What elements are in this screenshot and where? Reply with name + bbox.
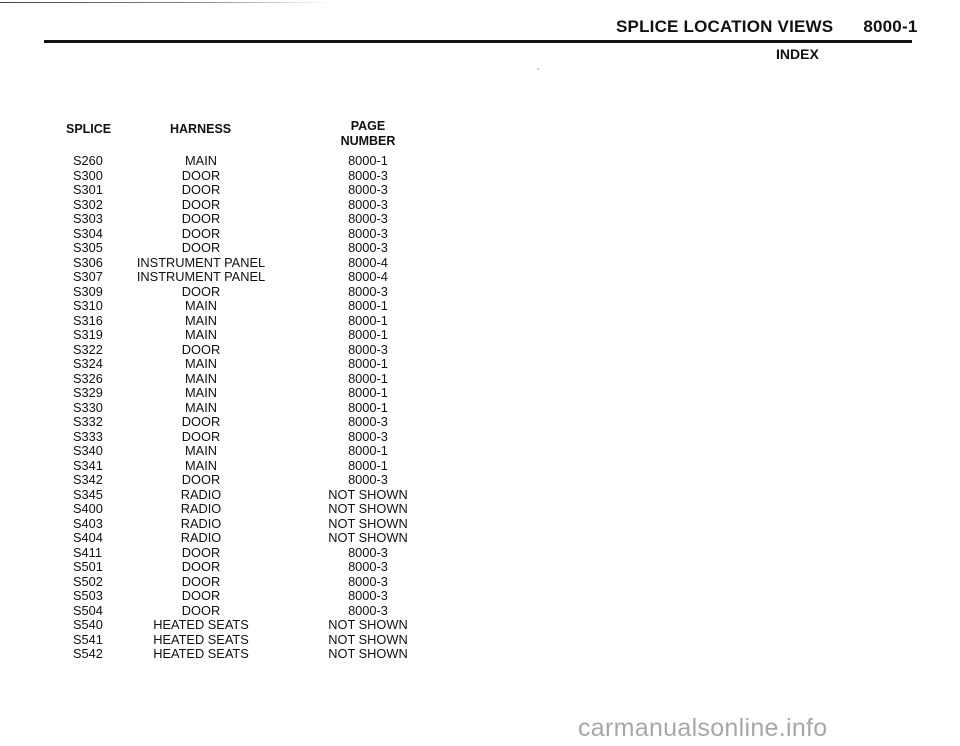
- watermark-text: carmanualsonline.info: [578, 714, 828, 742]
- table-row: [0, 372, 960, 387]
- harness-name: RADIO: [180, 486, 222, 502]
- table-row: [0, 270, 960, 285]
- splice-id: S341: [73, 457, 103, 473]
- table-row: [0, 401, 960, 416]
- table-row: [0, 546, 960, 561]
- page-ref: NOT SHOWN: [328, 515, 408, 531]
- table-row: [0, 198, 960, 213]
- splice-id: S541: [73, 631, 103, 647]
- page-ref: 8000-1: [348, 312, 388, 328]
- table-row: [0, 212, 960, 227]
- table-row: [0, 488, 960, 503]
- table-row: [0, 647, 960, 662]
- splice-id: S400: [73, 501, 103, 516]
- column-header-page-line1: PAGE: [350, 119, 386, 133]
- splice-id: S306: [73, 254, 103, 270]
- page-ref: 8000-3: [348, 283, 388, 299]
- table-row: [0, 560, 960, 575]
- splice-id: S304: [73, 225, 103, 241]
- page-ref: 8000-3: [348, 211, 388, 226]
- splice-id: S340: [73, 443, 103, 458]
- harness-name: DOOR: [181, 573, 221, 589]
- page-ref: 8000-3: [348, 196, 388, 212]
- splice-id: S322: [73, 341, 103, 357]
- splice-id: S307: [73, 269, 103, 284]
- table-row: [0, 430, 960, 445]
- harness-name: DOOR: [181, 341, 221, 357]
- table-row: [0, 256, 960, 271]
- splice-index-table: [0, 154, 960, 662]
- splice-id: S501: [73, 559, 103, 574]
- page-ref: 8000-1: [348, 327, 388, 342]
- table-row: [0, 169, 960, 184]
- splice-id: S411: [73, 544, 102, 560]
- page-ref: 8000-1: [348, 457, 388, 473]
- harness-name: RADIO: [180, 515, 222, 531]
- column-header-splice: SPLICE: [66, 122, 112, 136]
- harness-name: DOOR: [181, 588, 221, 603]
- splice-id: S330: [73, 399, 103, 415]
- page-ref: 8000-3: [348, 544, 388, 560]
- table-row: [0, 328, 960, 343]
- table-row: [0, 357, 960, 372]
- harness-name: DOOR: [181, 167, 221, 183]
- table-row: [0, 618, 960, 633]
- table-row: [0, 589, 960, 604]
- page-ref: 8000-3: [348, 414, 388, 429]
- page-ref: 8000-1: [348, 385, 388, 400]
- harness-name: MAIN: [185, 443, 217, 458]
- table-row: [0, 227, 960, 242]
- page-ref: 8000-3: [348, 182, 388, 197]
- splice-id: S345: [73, 486, 103, 502]
- page-ref: 8000-1: [348, 370, 388, 386]
- table-row: [0, 343, 960, 358]
- page-ref: 8000-3: [348, 588, 388, 603]
- harness-name: MAIN: [185, 327, 217, 342]
- page-ref: 8000-4: [348, 269, 388, 284]
- harness-name: HEATED SEATS: [153, 646, 249, 661]
- page-ref: 8000-3: [348, 428, 388, 444]
- table-row: [0, 444, 960, 459]
- table-row: [0, 314, 960, 329]
- harness-name: MAIN: [185, 457, 217, 473]
- page-header: [616, 17, 917, 37]
- harness-name: HEATED SEATS: [153, 617, 249, 632]
- splice-id: S403: [73, 515, 103, 531]
- page-ref: 8000-3: [348, 472, 388, 487]
- scan-speck: [537, 68, 539, 70]
- splice-id: S260: [73, 153, 103, 168]
- splice-id: S332: [73, 414, 103, 429]
- page-ref: 8000-1: [348, 298, 388, 313]
- harness-name: DOOR: [181, 283, 221, 299]
- page-ref: 8000-1: [348, 356, 388, 371]
- table-row: [0, 473, 960, 488]
- page-ref: 8000-3: [348, 167, 388, 183]
- splice-id: S319: [73, 327, 103, 342]
- table-row: [0, 154, 960, 169]
- page-ref: 8000-3: [348, 225, 388, 241]
- page-ref: 8000-3: [348, 240, 388, 255]
- harness-name: DOOR: [181, 240, 221, 255]
- harness-name: DOOR: [181, 544, 221, 560]
- splice-id: S310: [73, 298, 103, 313]
- section-subtitle: INDEX: [776, 46, 819, 62]
- splice-id: S326: [73, 370, 103, 386]
- harness-name: MAIN: [185, 399, 217, 415]
- harness-name: DOOR: [181, 602, 221, 618]
- harness-name: MAIN: [185, 385, 217, 400]
- page-ref: 8000-4: [348, 254, 388, 270]
- harness-name: DOOR: [181, 428, 221, 444]
- splice-id: S301: [73, 182, 103, 197]
- splice-id: S309: [73, 283, 103, 299]
- page-ref: NOT SHOWN: [328, 631, 408, 647]
- page-ref: NOT SHOWN: [328, 486, 408, 502]
- column-header-harness: HARNESS: [170, 122, 232, 136]
- table-row: [0, 415, 960, 430]
- harness-name: MAIN: [185, 312, 217, 328]
- page-ref: NOT SHOWN: [328, 617, 408, 632]
- splice-id: S324: [73, 356, 103, 371]
- harness-name: MAIN: [185, 370, 217, 386]
- harness-name: MAIN: [185, 298, 217, 313]
- page-ref: NOT SHOWN: [328, 646, 408, 661]
- page-ref: 8000-3: [348, 602, 388, 618]
- harness-name: INSTRUMENT PANEL: [136, 254, 266, 270]
- table-row: [0, 575, 960, 590]
- harness-name: DOOR: [181, 211, 221, 226]
- splice-id: S333: [73, 428, 103, 444]
- harness-name: RADIO: [180, 501, 222, 516]
- table-row: [0, 386, 960, 401]
- page-title: SPLICE LOCATION VIEWS: [616, 17, 834, 36]
- page-ref: 8000-1: [348, 399, 388, 415]
- table-row: [0, 531, 960, 546]
- column-header-page-number: [328, 119, 408, 149]
- splice-id: S540: [73, 617, 103, 632]
- page-ref: 8000-3: [348, 341, 388, 357]
- harness-name: DOOR: [181, 559, 221, 574]
- table-row: [0, 502, 960, 517]
- page-ref: 8000-1: [348, 443, 388, 458]
- harness-name: DOOR: [181, 196, 221, 212]
- harness-name: HEATED SEATS: [153, 631, 249, 647]
- page-ref: 8000-3: [348, 559, 388, 574]
- table-row: [0, 299, 960, 314]
- table-row: [0, 633, 960, 648]
- harness-name: MAIN: [185, 356, 217, 371]
- harness-name: RADIO: [180, 530, 222, 545]
- header-rule: [44, 40, 912, 43]
- table-row: [0, 517, 960, 532]
- splice-id: S342: [73, 472, 103, 487]
- harness-name: DOOR: [181, 225, 221, 241]
- splice-id: S300: [73, 167, 103, 183]
- table-row: [0, 604, 960, 619]
- splice-id: S503: [73, 588, 103, 603]
- page-ref: 8000-1: [348, 153, 388, 168]
- splice-id: S316: [73, 312, 103, 328]
- splice-id: S303: [73, 211, 103, 226]
- splice-id: S542: [73, 646, 103, 661]
- splice-id: S305: [73, 240, 103, 255]
- top-scan-line: [0, 2, 330, 3]
- page-number: 8000-1: [863, 17, 918, 36]
- splice-id: S302: [73, 196, 103, 212]
- harness-name: DOOR: [181, 182, 221, 197]
- page-ref: NOT SHOWN: [328, 530, 408, 545]
- table-row: [0, 241, 960, 256]
- table-row: [0, 285, 960, 300]
- table-row: [0, 459, 960, 474]
- splice-id: S504: [73, 602, 103, 618]
- harness-name: MAIN: [185, 153, 217, 168]
- splice-id: S329: [73, 385, 103, 400]
- harness-name: INSTRUMENT PANEL: [136, 269, 266, 284]
- splice-id: S502: [73, 573, 103, 589]
- page-ref: 8000-3: [348, 573, 388, 589]
- table-row: [0, 183, 960, 198]
- harness-name: DOOR: [181, 414, 221, 429]
- column-header-page-line2: NUMBER: [340, 134, 396, 148]
- page-ref: NOT SHOWN: [328, 501, 408, 516]
- harness-name: DOOR: [181, 472, 221, 487]
- splice-id: S404: [73, 530, 103, 545]
